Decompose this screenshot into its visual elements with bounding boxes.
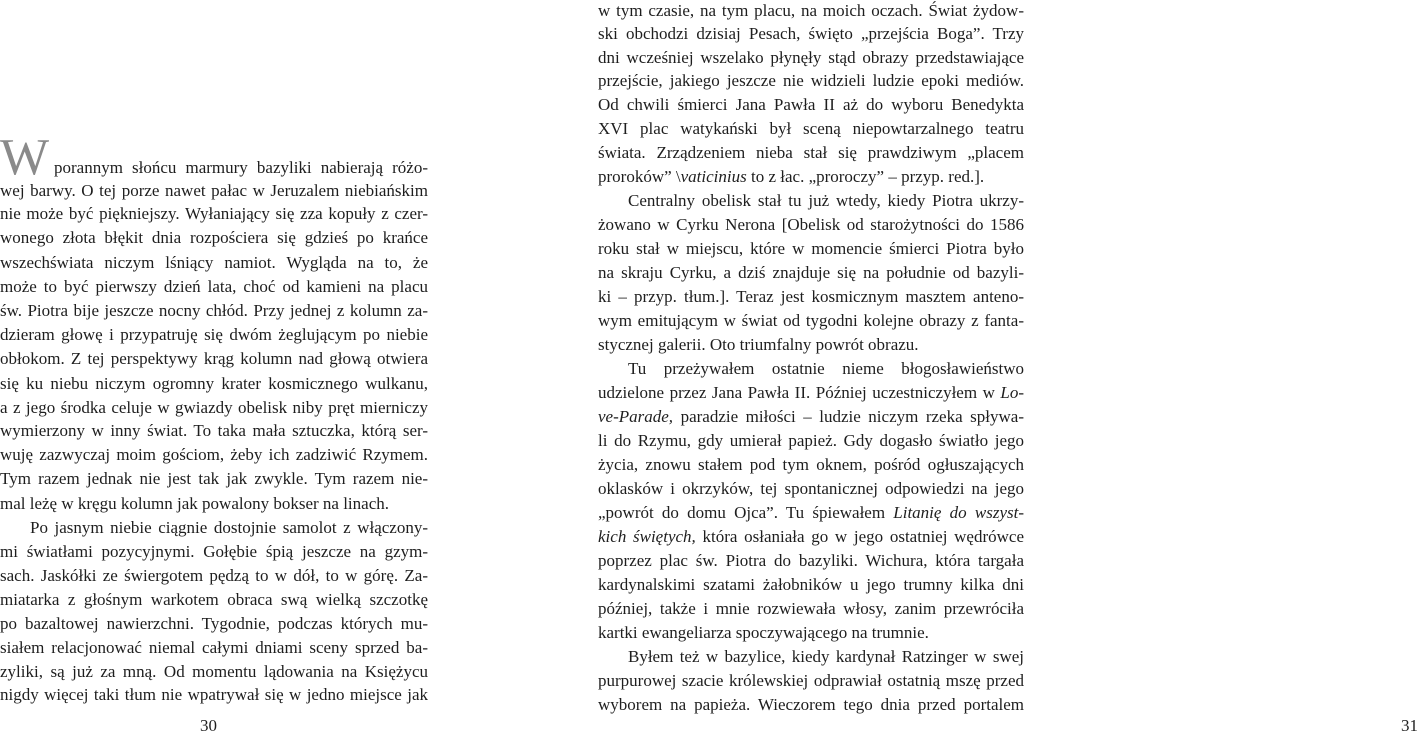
text-line: roku stał w miejscu, które w momencie śmierci Piotra było — [598, 239, 1024, 258]
text-line: udzielone przez Jana Pawła II. Później uczestniczyłem w Lo- — [598, 383, 1024, 402]
text-line: wuję zazwyczaj moim gościom, żeby ich zadziwić Rzymem. — [0, 445, 428, 464]
text-line: św. Piotra bije jeszcze nocny chłód. Przy jednej z kolumn za- — [0, 301, 428, 320]
text-line: mal leżę w kręgu kolumn jak powalony bokser na linach. — [0, 494, 389, 513]
left-page — [0, 0, 428, 743]
drop-cap: W — [0, 129, 50, 186]
text-line: Tu przeżywałem ostatnie nieme błogosławieństwo — [628, 359, 1024, 378]
text-line: purpurowej szacie królewskiej odprawiał ostatnią mszę przed — [598, 671, 1024, 690]
text-line: li do Rzymu, gdy umierał papież. Gdy dogasło światło jego — [598, 431, 1024, 450]
text-line: może to być pierwszy dzień lata, choć od kamieni na placu — [0, 277, 428, 296]
right-page — [598, 0, 1418, 743]
text-line: przejście, jakiego jeszcze nie widzieli ludzie epoki mediów. — [598, 71, 1024, 90]
text-line: sach. Jaskółki ze świergotem pędzą to w dół, to w górę. Za- — [0, 566, 428, 585]
text-line: w tym czasie, na tym placu, na moich oczach. Świat żydow- — [598, 1, 1024, 20]
text-line: obłokom. Z tej perspektywy krąg kolumn nad głową otwiera — [0, 349, 428, 368]
text-line: dni wcześniej wszelako płynęły stąd obrazy przedstawiające — [598, 48, 1024, 67]
text-line: siałem relacjonować niemal całymi dniami sceny sprzed ba- — [0, 638, 428, 657]
text-line: na skraju Cyrku, a dziś znajduje się na południe od bazyli- — [598, 263, 1024, 282]
text-line: proroków” \vaticinius to z łac. „proroczy” – przyp. red.]. — [598, 167, 985, 186]
text-line: Byłem też w bazylice, kiedy kardynał Ratzinger w swej — [628, 647, 1024, 666]
text-line: oklasków i okrzyków, tej spontanicznej odpowiedzi na jego — [598, 479, 1024, 498]
text-line: kich świętych, która osłaniała go w jego ostatniej wędrówce — [598, 527, 1024, 546]
text-line: świata. Zrządzeniem nieba stał się prawdziwym „placem — [598, 143, 1024, 162]
text-line: mi światłami pozycyjnymi. Gołębie śpią jeszcze na gzym- — [0, 542, 428, 561]
text-line: wszechświata niczym lśniący namiot. Wygląda na to, że — [0, 253, 428, 272]
page-number-right: 31 — [1401, 716, 1418, 735]
text-line: poprzez plac św. Piotra do bazyliki. Wichura, która targała — [598, 551, 1024, 570]
text-line: porannym słońcu marmury bazyliki nabierają różo- — [54, 158, 428, 177]
text-line: ki – przyp. tłum.]. Teraz jest kosmicznym masztem anteno- — [598, 287, 1024, 306]
text-line: żowano w Cyrku Nerona [Obelisk od starożytności do 1586 — [598, 215, 1024, 234]
text-line: a z jego środka celuje w gwiazdy obelisk niby pręt mierniczy — [0, 398, 428, 417]
text-line: wym emitującym w świat od tygodni kolejne obrazy z fanta- — [598, 311, 1024, 330]
text-line: dzieram głowę i przypatruję się dwóm żeglującym po niebie — [0, 325, 428, 344]
text-line: się ku niebu niczym ogromny krater kosmicznego wulkanu, — [0, 374, 428, 393]
text-line: Od chwili śmierci Jana Pawła II aż do wyboru Benedykta — [598, 95, 1024, 114]
page-number-left: 30 — [200, 716, 217, 735]
text-line: ve-Parade, paradzie miłości – ludzie niczym rzeka spływa- — [598, 407, 1024, 426]
text-line: wej barwy. O tej porze nawet pałac w Jeruzalem niebiańskim — [0, 181, 428, 200]
text-line: kardynalskimi szatami żałobników u jego trumny kilka dni — [598, 575, 1024, 594]
text-line: Tym razem jednak nie jest tak jak zwykle. Tym razem nie- — [0, 469, 428, 488]
text-line: ski obchodzi dzisiaj Pesach, święto „przejścia Boga”. Trzy — [598, 24, 1024, 43]
text-line: wonego złota błękit dnia rozpościera się gdzieś po krańce — [0, 228, 428, 247]
text-line: „powrót do domu Ojca”. Tu śpiewałem Litanię do wszyst- — [598, 503, 1024, 522]
text-line: stycznej galerii. Oto triumfalny powrót obrazu. — [598, 335, 919, 354]
text-line: wyborem na papieża. Wieczorem tego dnia przed portalem — [598, 695, 1024, 714]
text-line: kartki ewangeliarza spoczywającego na trumnie. — [598, 623, 929, 642]
text-line: nie może być piękniejszy. Wyłaniający się zza kopuły z czer- — [0, 204, 428, 223]
text-line: XVI plac watykański był sceną niepowtarzalnego teatru — [598, 119, 1024, 138]
text-line: Po jasnym niebie ciągnie dostojnie samolot z włączony- — [30, 518, 428, 537]
text-line: wymierzony w inny świat. To taka mała sztuczka, którą ser- — [0, 421, 428, 440]
text-line: życia, znowu stałem pod tym oknem, pośród ogłuszających — [598, 455, 1024, 474]
text-line: miatarka z głośnym warkotem obraca swą wielką szczotkę — [0, 590, 428, 609]
text-line: później, także i mnie rozwiewała włosy, zanim przewróciła — [598, 599, 1024, 618]
text-line: Centralny obelisk stał tu już wtedy, kiedy Piotra ukrzy- — [628, 191, 1024, 210]
text-line: zyliki, są już za mną. Od momentu lądowania na Księżycu — [0, 662, 428, 681]
text-line: po bazaltowej nawierzchni. Tygodnie, podczas których mu- — [0, 614, 428, 633]
text-line: nigdy więcej taki tłum nie wpatrywał się w jedno miejsce jak — [0, 685, 428, 704]
